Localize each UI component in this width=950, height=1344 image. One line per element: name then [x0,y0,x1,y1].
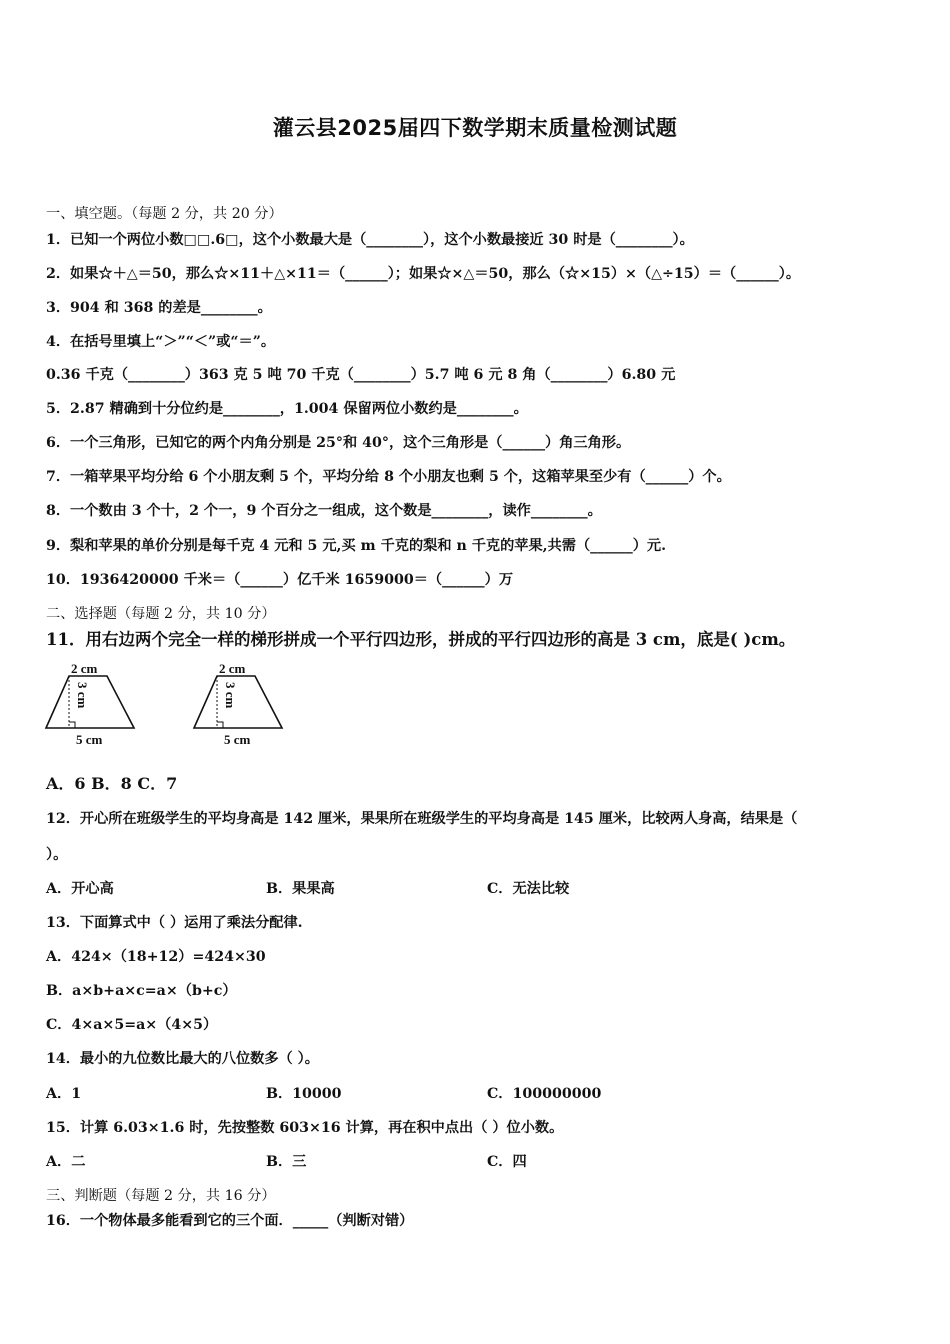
question-6: 6．一个三角形，已知它的两个内角分别是 25°和 40°，这个三角形是（______）角三角形。 [46,435,631,451]
question-14-option-a: A．1 [46,1086,82,1102]
question-13-option-a: A．424×（18+12）=424×30 [46,949,266,965]
trapezoid-figure-right [192,660,288,750]
question-13-option-c: C．4×a×5=a×（4×5） [46,1017,218,1033]
question-4-items: 0.36 千克（________）363 克 5 吨 70 千克（________）5.7 吨 6 元 8 角（________）6.80 元 [46,367,676,383]
question-11: 11．用右边两个完全一样的梯形拼成一个平行四边形，拼成的平行四边形的高是 3 cm，底是( )cm。 [46,630,796,649]
question-14-option-b: B．10000 [266,1086,342,1102]
trapezoid-bottom-label: 5 cm [76,732,103,747]
trapezoid-top-label: 2 cm [71,661,98,676]
trapezoid-height-label: 3 cm [75,682,90,709]
question-14: 14．最小的九位数比最大的八位数多（ ）。 [46,1051,319,1067]
question-4: 4．在括号里填上“＞”“＜”或“＝”。 [46,334,276,350]
question-15: 15．计算 6.03×1.6 时，先按整数 603×16 计算，再在积中点出（ ）位小数。 [46,1120,564,1136]
question-7: 7．一箱苹果平均分给 6 个小朋友剩 5 个，平均分给 8 个小朋友也剩 5 个，这箱苹果至少有（______）个。 [46,469,731,485]
section-header-true-false: 三、判断题（每题 2 分，共 16 分） [46,1188,276,1204]
question-13-option-b: B．a×b+a×c=a×（b+c） [46,983,237,999]
question-12-option-c: C．无法比较 [487,881,570,897]
question-13: 13．下面算式中（ ）运用了乘法分配律. [46,915,303,931]
question-9: 9．梨和苹果的单价分别是每千克 4 元和 5 元,买 m 千克的梨和 n 千克的苹果,共需（______）元. [46,538,667,554]
question-1: 1．已知一个两位小数□□.6□，这个小数最大是（________），这个小数最接近 30 时是（________）。 [46,232,694,248]
trapezoid-top-label: 2 cm [219,661,246,676]
question-15-option-c: C．四 [487,1154,527,1170]
section-header-fill-blank: 一、填空题。（每题 2 分，共 20 分） [46,206,283,222]
question-12-option-b: B．果果高 [266,881,335,897]
question-10: 10．1936420000 千米＝（______）亿千米 1659000＝（______）万 [46,572,514,588]
question-11-options: A．6 B．8 C．7 [46,774,178,793]
question-15-option-a: A．二 [46,1154,86,1170]
question-12: 12．开心所在班级学生的平均身高是 142 厘米，果果所在班级学生的平均身高是 145 厘米，比较两人身高，结果是（ [46,811,798,827]
question-16: 16．一个物体最多能看到它的三个面．_____（判断对错） [46,1213,414,1229]
question-12-option-a: A．开心高 [46,881,114,897]
question-15-option-b: B．三 [266,1154,307,1170]
question-8: 8．一个数由 3 个十，2 个一，9 个百分之一组成，这个数是________，读作________。 [46,503,602,519]
trapezoid-bottom-label: 5 cm [224,732,251,747]
trapezoid-figure-left [44,660,140,750]
question-3: 3．904 和 368 的差是________。 [46,300,272,316]
section-header-choice: 二、选择题（每题 2 分，共 10 分） [46,606,276,622]
question-12-continued: ）。 [46,847,68,863]
page-title: 灌云县2025届四下数学期末质量检测试题 [272,116,678,140]
question-2: 2．如果☆＋△＝50，那么☆×11＋△×11＝（______）；如果☆×△＝50，那么（☆×15）×（△÷15）＝（______）。 [46,266,801,282]
question-5: 5．2.87 精确到十分位约是________，1.004 保留两位小数约是________。 [46,401,528,417]
trapezoid-height-label: 3 cm [223,682,238,709]
question-14-option-c: C．100000000 [487,1086,602,1102]
